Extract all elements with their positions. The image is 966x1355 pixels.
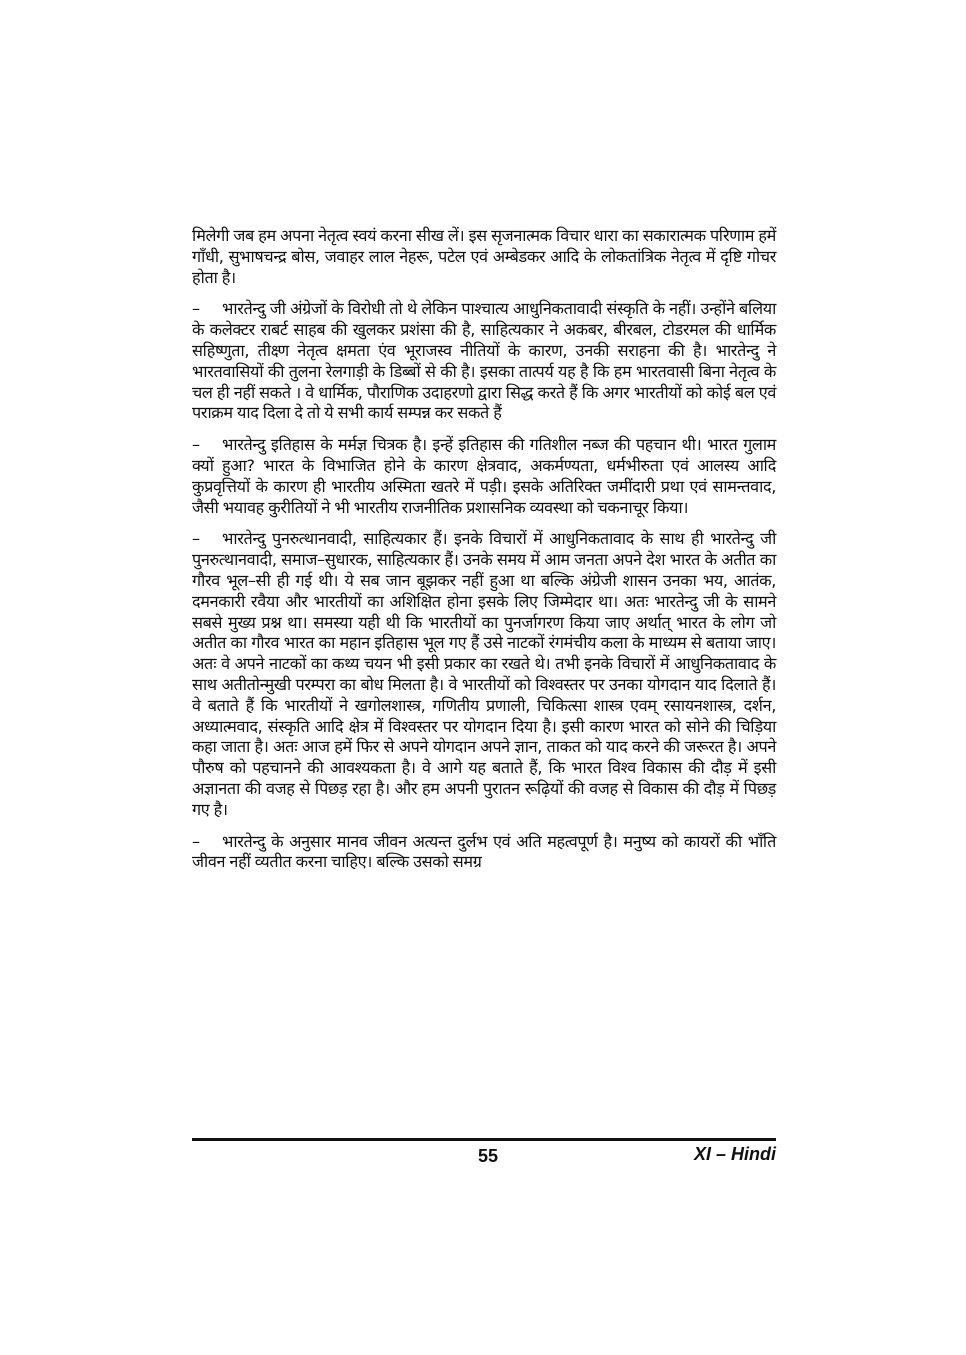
- paragraph-4: [192, 529, 776, 820]
- paragraph-3: [192, 435, 776, 518]
- paragraph-text: भारतेन्दु जी अंग्रेजों के विरोधी तो थे लेकिन पाश्चात्य आधुनिकतावादी संस्कृति के नहीं। उन्होंने बलिया के कलेक्टर राबर्ट साहब की खुलकर प्रशंसा की है, साहित्यकार ने अकबर, बीरबल, टोडरमल की धार्मिक सहिष्णुता, तीक्ष्ण नेतृत्व क्षमता एंव भूराजस्व नीतियों के कारण, उनकी सराहना की है। भारतेन्दु ने भारतवासियों की तुलना रेलगाड़ी के डिब्बों से की है। इसका तात्पर्य यह है कि हम भारतवासी बिना नेतृत्व के चल ही नहीं सकते । वे धार्मिक, पौराणिक उदाहरणो द्वारा सिद्ध करते हैं कि अगर भारतीयों को कोई बल एवं पराक्रम याद दिला दे तो ये सभी कार्य सम्पन्न कर सकते हैं: [192, 299, 776, 423]
- footer-divider: [192, 1138, 776, 1141]
- page-number: 55: [477, 1146, 499, 1166]
- paragraph-text: भारतेन्दु इतिहास के मर्मज्ञ चित्रक है। इन्हें इतिहास की गतिशील नब्ज की पहचान थी। भारत गुलाम क्यों हुआ? भारत के विभाजित होने के कारण क्षेत्रवाद, अकर्मण्यता, धर्मभीरुता एवं आलस्य आदि कुप्रवृत्तियों के कारण ही भारतीय अस्मिता खतरे में पड़ी। इसके अतिरिक्त जमींदारी प्रथा एवं सामन्तवाद, जैसी भयावह कुरीतियों ने भी भारतीय राजनीतिक प्रशासनिक व्यवस्था को चकनाचूर किया।: [192, 435, 776, 517]
- bullet-dash: –: [192, 529, 200, 549]
- paragraph-2: [192, 299, 776, 424]
- paragraph-5: [192, 832, 776, 874]
- bullet-dash: –: [192, 435, 200, 455]
- page-body: [192, 226, 776, 884]
- paragraph-text: भारतेन्दु के अनुसार मानव जीवन अत्यन्त दुर्लभ एवं अति महत्वपूर्ण है। मनुष्य को कायरों की भाँति जीवन नहीं व्यतीत करना चाहिए। बल्कि उसको समग्र: [192, 831, 776, 872]
- paragraph-text: भारतेन्दु पुनरुत्थानवादी, साहित्यकार हैं। इनके विचारों में आधुनिकतावाद के साथ ही भारतेन्दु जी पुनरुत्थानवादी, समाज–सुधारक, साहित्यकार हैं। उनके समय में आम जनता अपने देश भारत के अतीत का गौरव भूल–सी ही गई थी। ये सब जान बूझकर नहीं हुआ था बल्कि अंग्रेजी शासन उनका भय, आतंक, दमनकारी रवैया और भारतीयों का अशिक्षित होना इसके लिए जिम्मेदार था। अतः भारतेन्दु जी के सामने सबसे मुख्य प्रश्न था। समस्या यही थी कि भारतीयों का पुनर्जागरण किया जाए अर्थात् भारत के लोग जो अतीत का गौरव भारत का महान इतिहास भूल गए हैं उसे नाटकों रंगमंचीय कला के माध्यम से बताया जाए। अतः वे अपने नाटकों का कथ्य चयन भी इसी प्रकार का रखते थे। तभी इनके विचारों में आधुनिकतावाद के साथ अतीतोन्मुखी परम्परा का बोध मिलता है। वे भारतीयों को विश्वस्तर पर उनका योगदान याद दिलाते हैं। वे बताते हैं कि भारतीयों ने खगोलशास्त्र, गणितीय प्रणाली, चिकित्सा शास्त्र एवम् रसायनशास्त्र, दर्शन, अध्यात्मवाद, संस्कृति आदि क्षेत्र में विश्वस्तर पर योगदान दिया है। इसी कारण भारत को सोने की चिड़िया कहा जाता है। अतः आज हमें फिर से अपने योगदान अपने ज्ञान, ताकत को याद करने की जरूरत है। अपने पौरुष को पहचानने की आवश्यकता है। वे आगे यह बताते हैं, कि भारत विश्व विकास की दौड़ में इसी अज्ञानता की वजह से पिछड़ रहा है। और हम अपनी पुरातन रूढ़ियों की वजह से विकास की दौड़ में पिछड़ गए है।: [192, 529, 776, 819]
- bullet-dash: –: [192, 831, 200, 851]
- paragraph-1: [192, 226, 776, 288]
- book-title: XI – Hindi: [693, 1144, 776, 1164]
- paragraph-text: मिलेगी जब हम अपना नेतृत्व स्वयं करना सीख लें। इस सृजनात्मक विचार धारा का सकारात्मक परिणाम हमें गाँधी, सुभाषचन्द्र बोस, जवाहर लाल नेहरू, पटेल एवं अम्बेडकर आदि के लोकतांत्रिक नेतृत्व में दृष्टि गोचर होता है।: [192, 226, 777, 287]
- bullet-dash: –: [192, 299, 200, 319]
